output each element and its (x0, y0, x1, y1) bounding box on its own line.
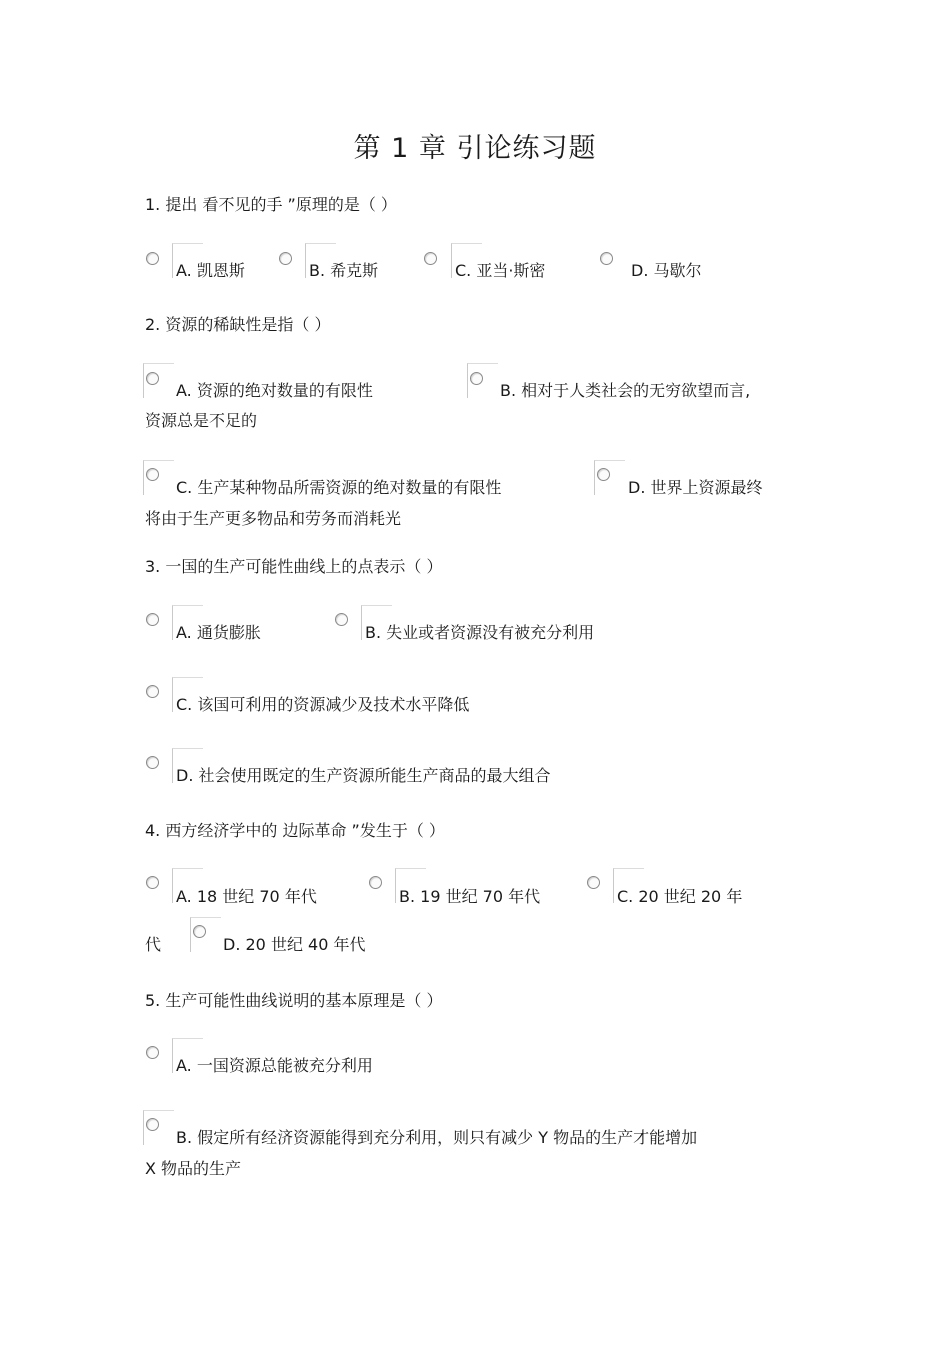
option-q1-d[interactable]: D. 马歇尔 (631, 261, 702, 280)
option-q3-c[interactable]: C. 该国可利用的资源减少及技术水平降低 (176, 695, 470, 714)
option-q4-c-continuation: 代 (145, 935, 162, 954)
page-title: 第 1 章 引论练习题 (353, 133, 597, 164)
option-q3-a[interactable]: A. 通货膨胀 (176, 623, 261, 642)
radio-q3-b[interactable] (335, 613, 348, 626)
option-frame (143, 363, 174, 398)
option-q5-b-continuation: X 物品的生产 (145, 1159, 242, 1178)
radio-q1-d[interactable] (600, 252, 613, 265)
option-q3-d[interactable]: D. 社会使用既定的生产资源所能生产商品的最大组合 (176, 766, 551, 785)
radio-q5-a[interactable] (146, 1046, 159, 1059)
radio-q4-a[interactable] (146, 876, 159, 889)
option-q1-c[interactable]: C. 亚当·斯密 (455, 261, 546, 280)
option-q1-a[interactable]: A. 凯恩斯 (176, 261, 245, 280)
radio-q1-b[interactable] (279, 252, 292, 265)
option-q4-b[interactable]: B. 19 世纪 70 年代 (399, 887, 541, 906)
radio-q3-c[interactable] (146, 685, 159, 698)
option-frame (467, 363, 498, 398)
radio-q3-a[interactable] (146, 613, 159, 626)
radio-q1-c[interactable] (424, 252, 437, 265)
option-frame (143, 460, 174, 495)
option-q4-d[interactable]: D. 20 世纪 40 年代 (223, 935, 366, 954)
option-q4-a[interactable]: A. 18 世纪 70 年代 (176, 887, 317, 906)
radio-q4-b[interactable] (369, 876, 382, 889)
radio-q4-c[interactable] (587, 876, 600, 889)
option-q5-b[interactable]: B. 假定所有经济资源能得到充分利用，则只有减少 Y 物品的生产才能增加 (176, 1128, 698, 1147)
option-frame (190, 917, 221, 952)
option-q2-b[interactable]: B. 相对于人类社会的无穷欲望而言, (500, 381, 751, 400)
question-5: 5. 生产可能性曲线说明的基本原理是（ ） (145, 991, 443, 1010)
option-q3-b[interactable]: B. 失业或者资源没有被充分利用 (365, 623, 595, 642)
option-q2-c[interactable]: C. 生产某种物品所需资源的绝对数量的有限性 (176, 478, 502, 497)
option-q2-d[interactable]: D. 世界上资源最终 (628, 478, 763, 497)
question-4: 4. 西方经济学中的 边际革命 ”发生于（ ） (145, 821, 445, 840)
option-q2-d-continuation: 将由于生产更多物品和劳务而消耗光 (145, 509, 402, 528)
radio-q3-d[interactable] (146, 756, 159, 769)
option-frame (594, 460, 625, 495)
radio-q1-a[interactable] (146, 252, 159, 265)
question-2: 2. 资源的稀缺性是指（ ） (145, 315, 331, 334)
question-3: 3. 一国的生产可能性曲线上的点表示（ ） (145, 557, 443, 576)
option-q1-b[interactable]: B. 希克斯 (309, 261, 379, 280)
option-frame (143, 1110, 174, 1145)
option-q5-a[interactable]: A. 一国资源总能被充分利用 (176, 1056, 373, 1075)
option-q4-c[interactable]: C. 20 世纪 20 年 (617, 887, 743, 906)
option-q2-b-continuation: 资源总是不足的 (145, 411, 258, 430)
option-q2-a[interactable]: A. 资源的绝对数量的有限性 (176, 381, 373, 400)
question-1: 1. 提出 看不见的手 ”原理的是（ ） (145, 195, 397, 214)
